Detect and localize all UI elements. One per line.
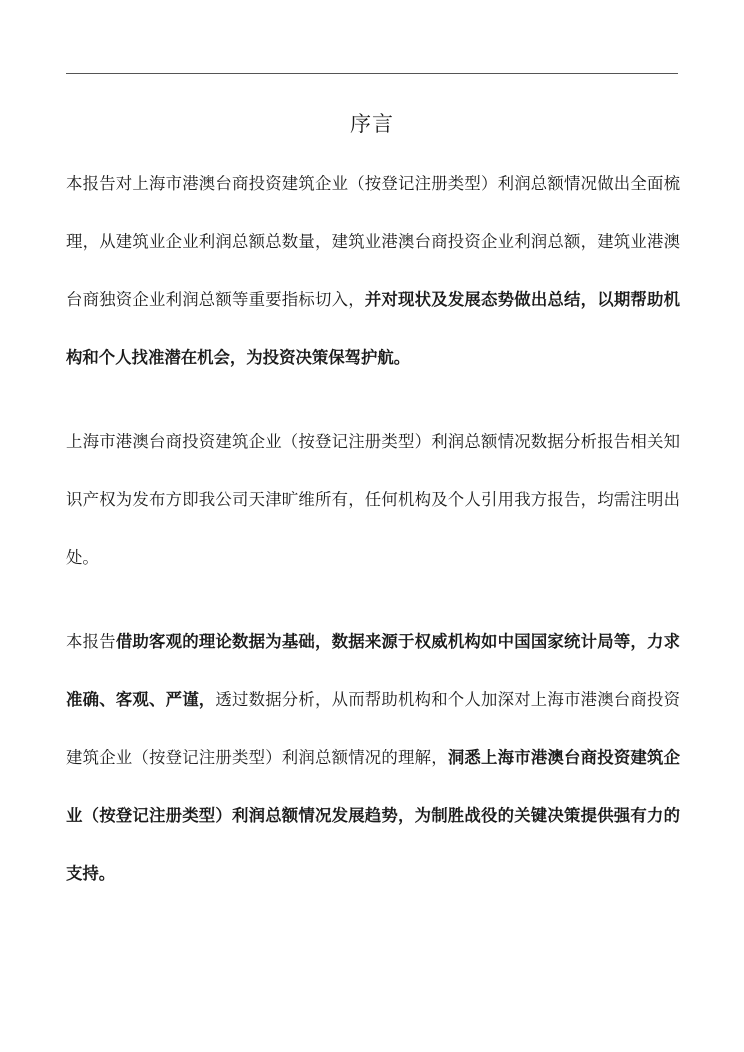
copyright-text: 上海市港澳台商投资建筑企业（按登记注册类型）利润总额情况数据分析报告相关知识产权为发布方即我公司天津旷维所有，任何机构及个人引用我方报告，均需注明出处。 [66, 432, 680, 567]
method-emphasis-1: 借助客观的理论数据为基础，数据来源于权威机构如中国国家统计局等，力求准确、客观、严谨， [66, 632, 681, 709]
preface-paragraph-method [66, 613, 680, 903]
preface-paragraph-intro [66, 155, 680, 387]
method-text-1: 本报告 [66, 632, 116, 651]
header-rule [66, 73, 678, 74]
preface-paragraph-copyright [66, 413, 680, 587]
method-text-2: 透过数据分析，从而帮助机构和个人加深对上海市港澳台商投资建筑企业（按登记注册类型）利润总额情况的理解， [66, 690, 681, 767]
method-emphasis-2: 洞悉上海市港澳台商投资建筑企业（按登记注册类型）利润总额情况发展趋势，为制胜战役的关键决策提供强有力的支持。 [66, 748, 681, 883]
intro-text: 本报告对上海市港澳台商投资建筑企业（按登记注册类型）利润总额情况做出全面梳理，从建筑业企业利润总额总数量，建筑业港澳台商投资企业利润总额，建筑业港澳台商独资企业利润总额等重要指标切入， [66, 174, 680, 309]
intro-emphasis: 并对现状及发展态势做出总结，以期帮助机构和个人找准潜在机会，为投资决策保驾护航。 [66, 290, 681, 367]
page-title: 序言 [350, 112, 394, 136]
